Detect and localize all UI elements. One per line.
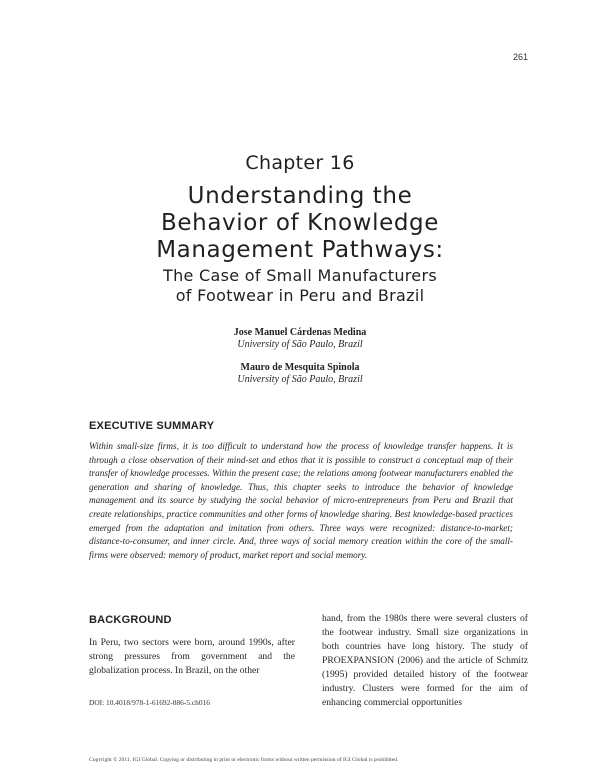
subtitle-line: of Footwear in Peru and Brazil: [175, 286, 425, 305]
executive-summary-text: Within small-size firms, it is too difficult to understand how the process of knowledge transfer happens. It is through a close observation of their mind-set and ethos that it is possible to construct a conceptual map of their transfer of knowledge processes. Within the present case; the relations among footwear manufacturers enabled the generation and sharing of knowledge. Thus, this chapter seeks to introduce the behavior of knowledge management and its source by studying the social behavior of micro-entrepreneurs from Peru and Brazil that create relationships, practice communities and other forms of knowledge sharing. Best knowledge-based practices emerged from the adaptation and imitation from others. Three ways were recognized: distance-to-market; distance-to-consumer, and inner circle. And, three ways of social memory creation within the core of the small-firms were observed: memory of product, market report and social memory.: [89, 441, 513, 560]
author-name: Jose Manuel Cárdenas Medina: [233, 327, 367, 338]
chapter-label: Chapter 16: [245, 152, 355, 174]
copyright-notice: Copyright © 2011, IGI Global. Copying or distributing in print or electronic forms without written permission of IGI Global is prohibited.: [89, 757, 399, 763]
page-number: 261: [512, 52, 528, 62]
title-line: Behavior of Knowledge: [161, 210, 439, 236]
background-heading: BACKGROUND: [89, 614, 172, 626]
author-list: [0, 327, 600, 397]
title-line: Understanding the: [187, 183, 413, 209]
subtitle-line: The Case of Small Manufacturers: [163, 266, 437, 285]
executive-summary-heading: EXECUTIVE SUMMARY: [89, 420, 215, 432]
author: [0, 362, 600, 386]
author-affiliation: University of São Paulo, Brazil: [237, 374, 363, 385]
chapter-title: [0, 183, 600, 264]
title-line: Management Pathways:: [156, 237, 444, 263]
doi-line: DOI: 10.4018/978-1-61692-886-5.ch016: [89, 698, 210, 707]
author-affiliation: University of São Paulo, Brazil: [237, 339, 363, 350]
background-text-left-column: In Peru, two sectors were born, around 1990s, after strong pressures from government and the globalization process. In Brazil, on the other: [89, 637, 295, 676]
author: [0, 327, 600, 351]
chapter-subtitle: [0, 266, 600, 306]
author-name: Mauro de Mesquita Spinola: [240, 362, 360, 373]
background-text-right-column: hand, from the 1980s there were several clusters of the footwear industry. Small size organizations in both countries have long history. The study of PROEXPANSION (2006) and the article of Schmitz (1995) provided detailed history of the footwear industry. Clusters were formed for the aim of enhancing commercial opportunities: [322, 613, 528, 708]
